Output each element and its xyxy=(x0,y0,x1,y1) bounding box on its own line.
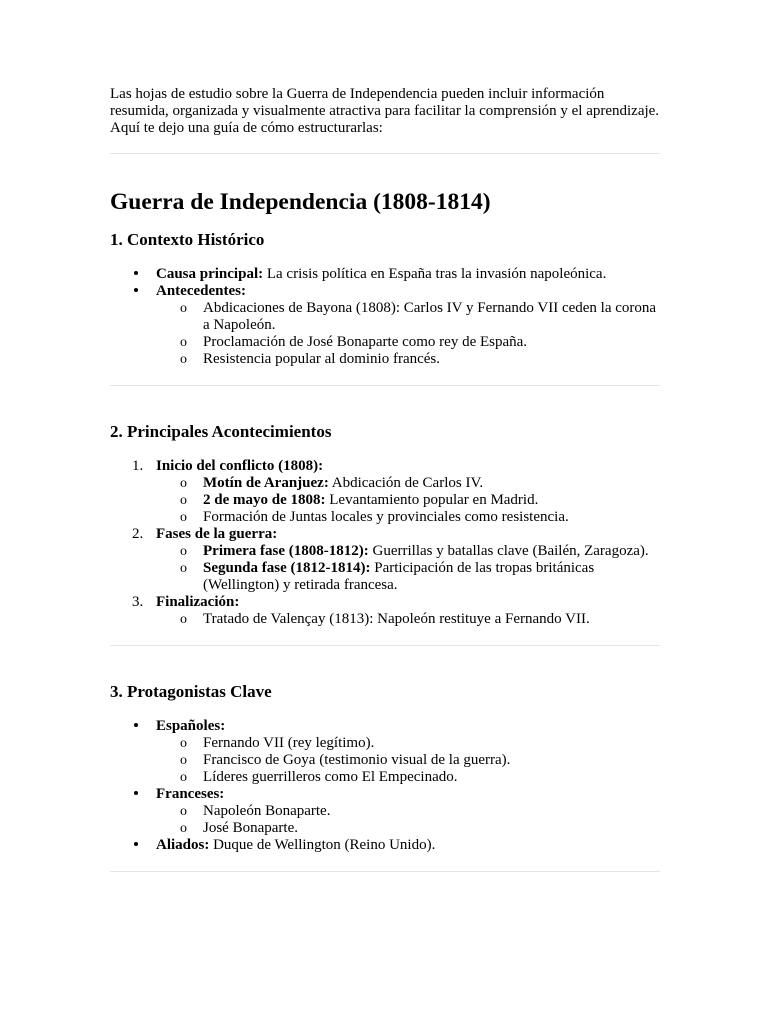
circle-bullet-icon: o xyxy=(180,821,187,836)
section-heading-contexto: 1. Contexto Histórico xyxy=(110,230,265,249)
circle-bullet-icon: o xyxy=(180,301,187,316)
bullet-icon xyxy=(130,266,150,283)
circle-bullet-icon: o xyxy=(180,544,187,559)
list-item: Causa principal: La crisis política en España tras la invasión napoleónica. xyxy=(110,266,660,283)
bullet-icon xyxy=(130,283,150,300)
sub-list-item: o Segunda fase (1812-1814): Participación de las tropas británicas (Wellington) y retirada francesa. xyxy=(180,560,595,593)
circle-bullet-icon: o xyxy=(180,612,187,627)
list-number: 3. xyxy=(132,594,144,610)
circle-bullet-icon: o xyxy=(180,352,187,367)
divider xyxy=(110,871,660,872)
sub-list-item: o Proclamación de José Bonaparte como rey de España. xyxy=(180,334,528,350)
section-heading-acontecimientos: 2. Principales Acontecimientos xyxy=(110,422,332,441)
document-title: Guerra de Independencia (1808-1814) xyxy=(110,189,491,215)
circle-bullet-icon: o xyxy=(180,510,187,525)
list-item: Españoles: xyxy=(110,718,660,735)
list-item: 2. Fases de la guerra: xyxy=(132,526,278,542)
sub-list-item: o Francisco de Goya (testimonio visual de la guerra). xyxy=(180,752,511,768)
sub-list-item: o 2 de mayo de 1808: Levantamiento popular en Madrid. xyxy=(180,492,539,508)
sub-list-item: o Resistencia popular al dominio francés. xyxy=(180,351,441,367)
circle-bullet-icon: o xyxy=(180,770,187,785)
list-item: 1. Inicio del conflicto (1808): xyxy=(132,458,324,474)
protagonistas-list xyxy=(110,718,660,854)
list-item: Aliados: Duque de Wellington (Reino Unido). xyxy=(110,837,660,854)
list-item: Franceses: xyxy=(110,786,660,803)
document-page xyxy=(110,86,660,872)
sub-list-item: o Abdicaciones de Bayona (1808): Carlos IV y Fernando VII ceden la corona a Napoleón. xyxy=(180,300,657,333)
circle-bullet-icon: o xyxy=(180,476,187,491)
sub-list-item: o Fernando VII (rey legítimo). xyxy=(180,735,375,751)
circle-bullet-icon: o xyxy=(180,736,187,751)
section-heading-protagonistas: 3. Protagonistas Clave xyxy=(110,682,272,701)
sub-list-item: o Tratado de Valençay (1813): Napoleón restituye a Fernando VII. xyxy=(180,611,590,627)
acontecimientos-list xyxy=(110,458,660,628)
circle-bullet-icon: o xyxy=(180,804,187,819)
list-item: Antecedentes: xyxy=(110,283,660,300)
sub-list-item: o Primera fase (1808-1812): Guerrillas y batallas clave (Bailén, Zaragoza). xyxy=(180,543,649,559)
bullet-icon xyxy=(130,718,150,735)
sub-list-item: o Formación de Juntas locales y provinciales como resistencia. xyxy=(180,509,569,525)
intro-paragraph: Las hojas de estudio sobre la Guerra de Independencia pueden incluir información resumida, organizada y visualmente atractiva para facilitar la comprensión y el aprendizaje. Aquí te dejo una guía de cómo estructurarlas: xyxy=(110,86,660,136)
sub-list-item: o José Bonaparte. xyxy=(180,820,298,836)
bullet-icon xyxy=(130,837,150,854)
list-number: 1. xyxy=(132,458,144,474)
sub-list-item: o Líderes guerrilleros como El Empecinado. xyxy=(180,769,458,785)
sub-list-item: o Napoleón Bonaparte. xyxy=(180,803,331,819)
sub-list-item: o Motín de Aranjuez: Abdicación de Carlos IV. xyxy=(180,475,484,491)
circle-bullet-icon: o xyxy=(180,561,187,576)
circle-bullet-icon: o xyxy=(180,335,187,350)
circle-bullet-icon: o xyxy=(180,493,187,508)
list-number: 2. xyxy=(132,526,144,542)
contexto-list xyxy=(110,266,660,368)
list-item: 3. Finalización: xyxy=(132,594,240,610)
bullet-icon xyxy=(130,786,150,803)
circle-bullet-icon: o xyxy=(180,753,187,768)
